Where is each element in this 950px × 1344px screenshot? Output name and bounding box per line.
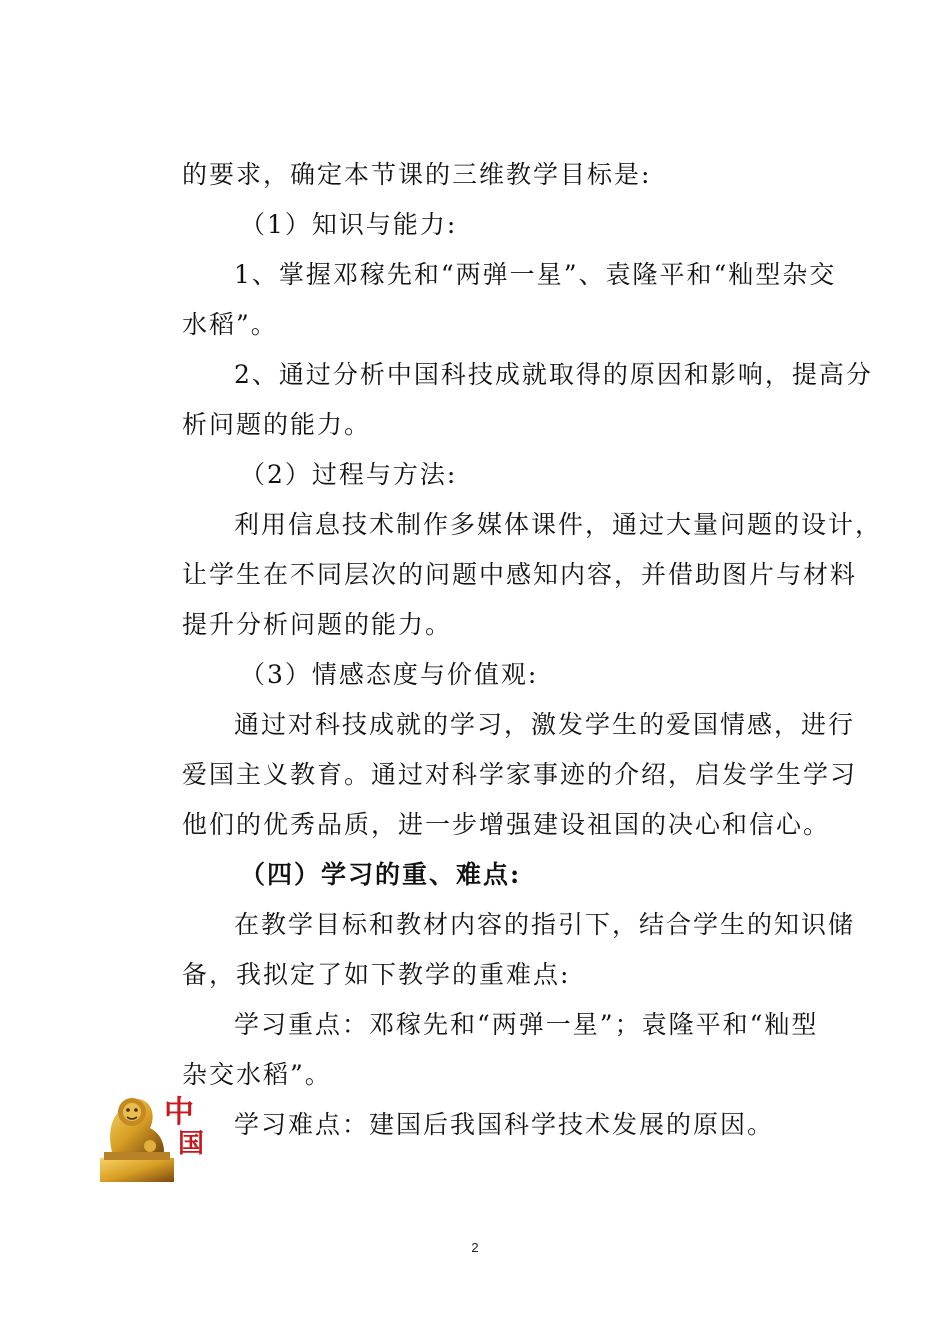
svg-text:中: 中: [164, 1095, 194, 1130]
paragraph-line: 备，我拟定了如下教学的重难点:: [182, 960, 571, 989]
paragraph-line: 通过对科技成就的学习，激发学生的爱国情感，进行: [234, 710, 856, 739]
paragraph-line: 让学生在不同层次的问题中感知内容，并借助图片与材料: [182, 560, 858, 589]
paragraph-line: 2、通过分析中国科技成就取得的原因和影响，提高分: [234, 360, 873, 389]
paragraph-line: 析问题的能力。: [182, 410, 372, 439]
paragraph-line: 1、掌握邓稼先和“两弹一星”、袁隆平和“籼型杂交: [234, 260, 837, 289]
svg-text:国: 国: [178, 1129, 205, 1159]
paragraph-line: 水稻”。: [182, 310, 278, 339]
paragraph-line: 提升分析问题的能力。: [182, 610, 453, 639]
paragraph-line: 爱国主义教育。通过对科学家事迹的介绍，启发学生学习: [182, 760, 858, 789]
section-heading-process: （2）过程与方法:: [240, 460, 458, 489]
paragraph-line: 学习难点：建国后我国科学技术发展的原因。: [234, 1110, 775, 1139]
page-number: 2: [471, 1240, 479, 1255]
paragraph-line: 杂交水稻”。: [182, 1060, 332, 1089]
paragraph-line: 学习重点：邓稼先和“两弹一星”；袁隆平和“籼型: [234, 1010, 819, 1039]
section-heading-emotion: （3）情感态度与价值观:: [240, 660, 539, 689]
paragraph-line: 利用信息技术制作多媒体课件，通过大量问题的设计，: [234, 510, 883, 539]
section-heading-knowledge: （1）知识与能力:: [240, 210, 458, 239]
document-body: [182, 150, 883, 1150]
paragraph-line: 他们的优秀品质，进一步增强建设祖国的决心和信心。: [182, 810, 831, 839]
paragraph-line: 的要求，确定本节课的三维教学目标是:: [182, 160, 652, 189]
section-heading-key-points: （四）学习的重、难点:: [240, 860, 522, 889]
paragraph-line: 在教学目标和教材内容的指引下，结合学生的知识储: [234, 910, 856, 939]
china-lion-logo-icon: [98, 1086, 210, 1184]
